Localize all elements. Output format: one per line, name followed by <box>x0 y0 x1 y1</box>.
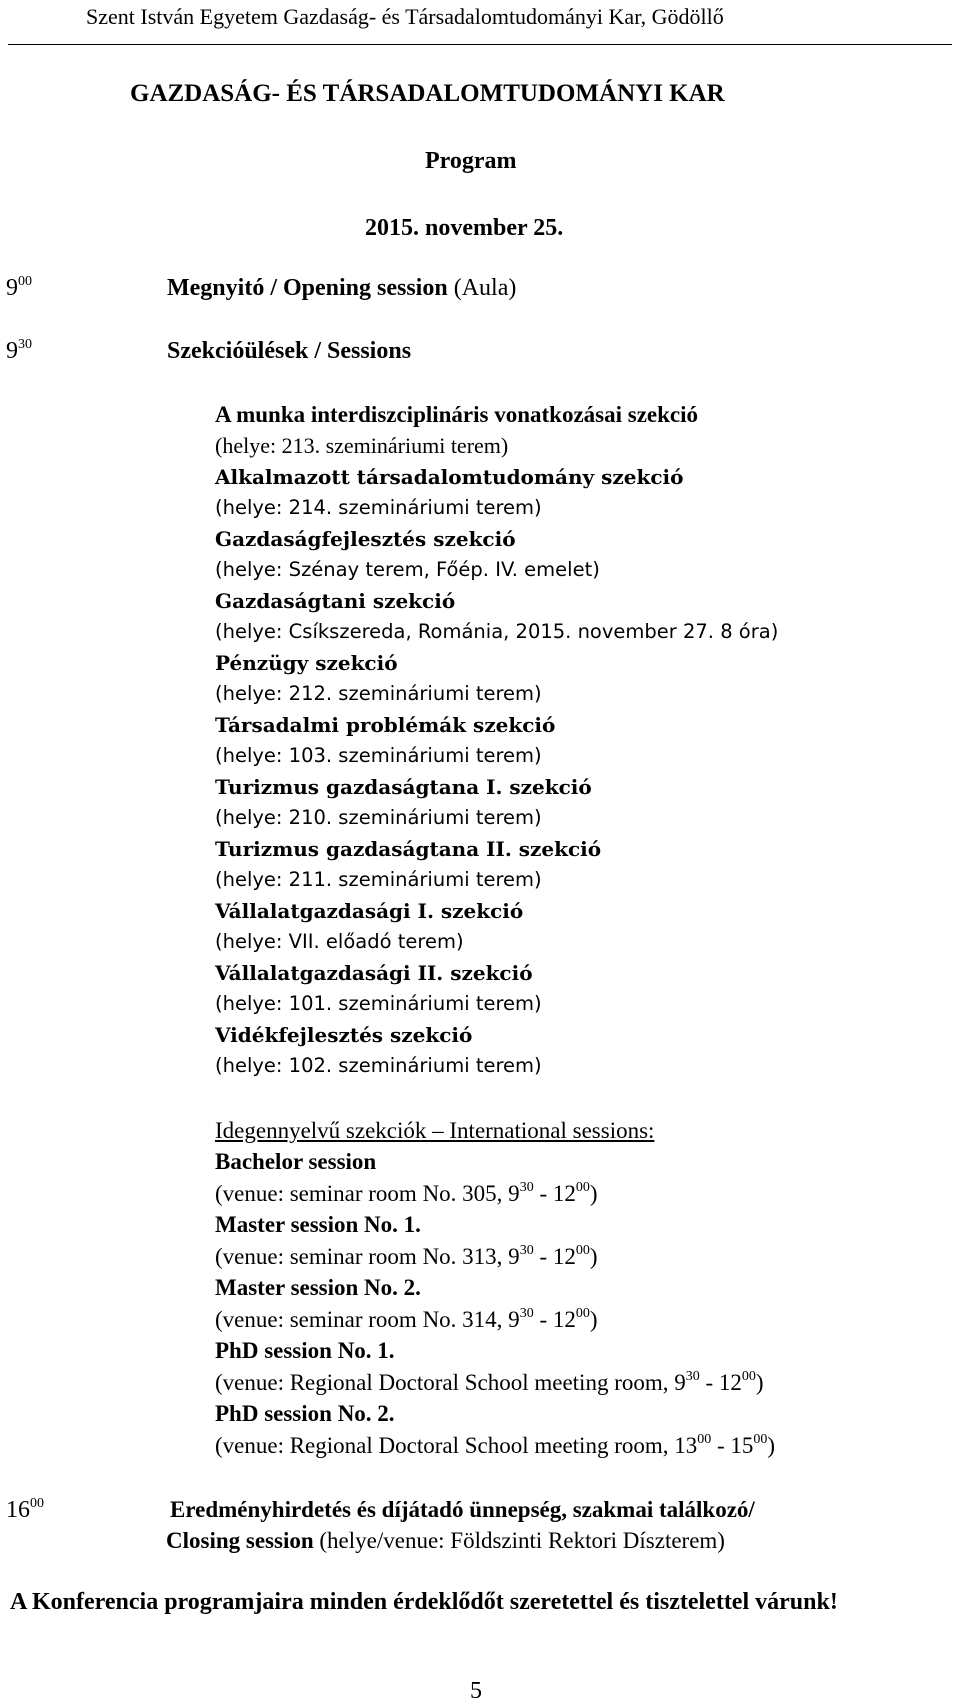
session-place: (helye: 212. szemináriumi terem) <box>215 682 542 705</box>
running-header: Szent István Egyetem Gazdaság- és Társadalomtudományi Kar, Gödöllő <box>86 4 724 29</box>
header-divider <box>8 44 952 45</box>
session-place: (helye: 103. szemináriumi terem) <box>215 744 542 767</box>
intl-session-venue: (venue: seminar room No. 314, $9^{30} - 12^{00}$) <box>215 1306 598 1332</box>
session-name: Turizmus gazdaságtana II. szekció <box>215 837 602 861</box>
program-heading: Program <box>425 148 517 174</box>
session-name: Gazdaságtani szekció <box>215 589 456 613</box>
session-name: Pénzügy szekció <box>215 651 398 675</box>
session-name: Társadalmi problémák szekció <box>215 713 556 737</box>
sessions-heading: Szekcióülések / Sessions <box>167 338 412 364</box>
intl-session-name: Master session No. 1. <box>215 1212 421 1237</box>
session-place: (helye: Szénay terem, Főép. IV. emelet) <box>215 558 600 581</box>
session-place: (helye: 211. szemináriumi terem) <box>215 868 542 891</box>
session-place: (helye: VII. előadó terem) <box>215 930 464 953</box>
closing-title: Eredményhirdetés és díjátadó ünnepség, szakmai találkozó/ <box>170 1497 755 1522</box>
international-heading: Idegennyelvű szekciók – International sessions: <box>215 1118 655 1143</box>
opening-session: Megnyitó / Opening session (Aula) <box>167 275 517 301</box>
intl-session-name: Master session No. 2. <box>215 1275 421 1300</box>
session-name: Vállalatgazdasági I. szekció <box>215 899 524 923</box>
session-place: (helye: 214. szemináriumi terem) <box>215 496 542 519</box>
session-place: (helye: 210. szemináriumi terem) <box>215 806 542 829</box>
closing-time: $16^{00}$ <box>6 1496 44 1523</box>
intl-session-name: PhD session No. 1. <box>215 1338 395 1363</box>
session-name: Vállalatgazdasági II. szekció <box>215 961 533 985</box>
intl-session-name: Bachelor session <box>215 1149 377 1174</box>
intl-session-venue: (venue: Regional Doctoral School meeting room, $13^{00} - 15^{00}$) <box>215 1432 776 1458</box>
intl-session-venue: (venue: seminar room No. 305, $9^{30} - 12^{00}$) <box>215 1180 598 1206</box>
program-date: 2015. november 25. <box>365 215 564 241</box>
sessions-time: $9^{30}$ <box>6 337 32 364</box>
session-name: Gazdaságfejlesztés szekció <box>215 527 516 551</box>
intl-session-venue: (venue: Regional Doctoral School meeting room, $9^{30} - 12^{00}$) <box>215 1369 764 1395</box>
faculty-title: GAZDASÁG- ÉS TÁRSADALOMTUDOMÁNYI KAR <box>130 80 725 107</box>
session-name: Alkalmazott társadalomtudomány szekció <box>215 465 684 489</box>
session-name: A munka interdiszciplináris vonatkozásai szekció <box>215 402 699 427</box>
intl-session-venue: (venue: seminar room No. 313, $9^{30} - 12^{00}$) <box>215 1243 598 1269</box>
closing-session: Closing session (helye/venue: Földszinti Rektori Díszterem) <box>166 1528 725 1553</box>
opening-time: $9^{00}$ <box>6 274 32 301</box>
page-number: 5 <box>470 1678 482 1704</box>
session-name: Turizmus gazdaságtana I. szekció <box>215 775 592 799</box>
session-place: (helye: Csíkszereda, Románia, 2015. november 27. 8 óra) <box>215 620 779 643</box>
session-place: (helye: 213. szemináriumi terem) <box>215 433 509 458</box>
intl-session-name: PhD session No. 2. <box>215 1401 395 1426</box>
session-place: (helye: 101. szemináriumi terem) <box>215 992 542 1015</box>
closing-invitation: A Konferencia programjaira minden érdeklődőt szeretettel és tisztelettel várunk! <box>10 1589 838 1615</box>
session-place: (helye: 102. szemináriumi terem) <box>215 1054 542 1077</box>
session-name: Vidékfejlesztés szekció <box>215 1023 473 1047</box>
